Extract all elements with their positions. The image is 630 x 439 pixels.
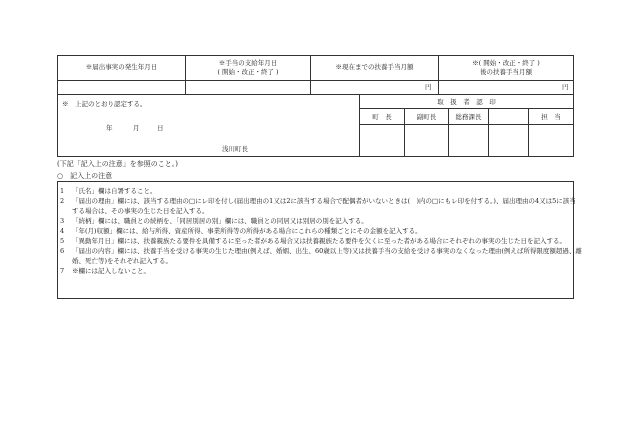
header-col1: ※届出事実の発生年月日 (85, 63, 158, 71)
certify-month: 月 (133, 124, 140, 132)
certify-year: 年 (106, 124, 113, 132)
handler-col-line-3 (488, 108, 489, 157)
note-5: 5 「異動年月日」欄には、扶養親族たる要件を具備するに至った者がある場合又は扶養親族たる要件を欠くに至った者がある場合にそれぞれの事実の生じた日を記入する。 (60, 237, 566, 245)
header-col3: ※現在までの扶養手当月額 (335, 63, 414, 71)
header-row-divider (57, 80, 574, 81)
table-top-border (57, 55, 574, 56)
certify-statement: ※ 上記のとおり認定する。 (62, 100, 147, 108)
note-7: 7 ※欄には記入しないこと。 (60, 267, 150, 275)
col-divider-2 (310, 55, 311, 95)
notes-title: ○ 記入上の注意 (57, 172, 113, 180)
note-3: 3 「続柄」欄には、職員との続柄を、「同居別居の別」欄には、職員との同居又は別居の別を記入する。 (60, 217, 368, 225)
notes-list (60, 186, 582, 276)
handler-title-line (359, 108, 574, 109)
note-6: 6 「届出の内容」欄には、扶養手当を受ける事実の生じた理由(例えば、婚姻、出生、60歳以上等)又は扶養手当の支給を受ける事実のなくなった理由(例えば所得限度額超過、離婚、死亡等)をそれぞれ記入する。 (60, 247, 582, 265)
reference-note: (下記「記入上の注意」を参照のこと。) (57, 160, 178, 168)
handler-title: 取 扱 者 認 印 (437, 98, 496, 106)
note-2: 2 「届出の理由」欄には、該当する理由の□にレ印を付し(届出理由の1又は2に該当する場合で配偶者がいないときは( )内の□にもレ印を付する。)、届出理由の4又は5に該当する場合は、その事実の生じた日を記入する。 (60, 197, 576, 215)
table-right-border (573, 55, 574, 157)
notes-box-left (57, 181, 58, 299)
value-row-bottom (57, 94, 574, 95)
certify-bottom (57, 156, 574, 157)
header-col4-line1: ※( 開始・改正・終了 ) (472, 59, 540, 67)
handler-col-mayor: 町 長 (372, 113, 392, 121)
unit-yen-after: 円 (562, 83, 569, 91)
certify-issuer: 浅川町長 (222, 145, 248, 153)
header-col4-line2: 後の扶養手当月額 (480, 68, 532, 76)
note-4: 4 「年(月)収額」欄には、給与所得、資産所得、事業所得等の所得がある場合にこれらの種類ごとにその金額を記入する。 (60, 227, 422, 235)
handler-col-deputy-mayor: 副町長 (416, 113, 437, 121)
notes-box-top (57, 181, 574, 182)
unit-yen-current: 円 (425, 83, 432, 91)
handler-col-general-affairs-chief: 総務課長 (455, 113, 482, 121)
handler-cols-line (359, 124, 574, 125)
certify-day: 日 (157, 124, 164, 132)
note-1: 1 「氏名」欄は自署すること。 (60, 187, 157, 195)
notes-box-bottom (57, 298, 574, 299)
header-col2-line2: ( 開始・改正・終了 ) (217, 68, 279, 76)
handler-col-in-charge: 担 当 (541, 113, 561, 121)
header-col2-line1: ※手当の支給年月日 (218, 59, 278, 67)
